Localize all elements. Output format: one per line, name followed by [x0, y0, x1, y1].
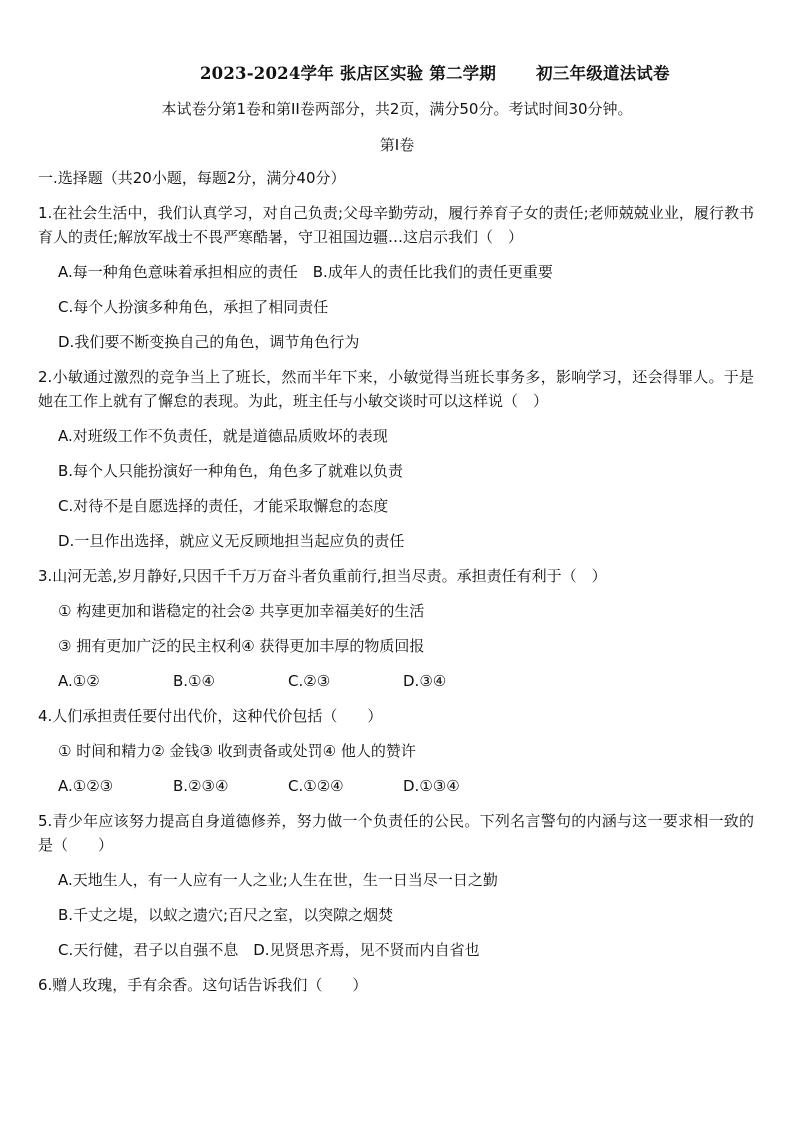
part-heading: 第I卷	[379, 136, 415, 154]
choice: B.②③④	[173, 777, 229, 795]
question-stem: 4.人们承担责任要付出代价，这种代价包括（ ）	[38, 707, 383, 725]
question-stem: 3.山河无恙,岁月静好,只因千千万万奋斗者负重前行,担当尽责。承担责任有利于（ ）	[38, 567, 607, 585]
choice-row	[38, 669, 754, 693]
choice: A.①②③	[58, 777, 114, 795]
choice: C.②③	[288, 672, 331, 690]
choice-row	[38, 774, 754, 798]
question-item: ③ 拥有更加广泛的民主权利④ 获得更加丰厚的物质回报	[58, 637, 425, 655]
question-item: ① 构建更加和谐稳定的社会② 共享更加幸福美好的生活	[58, 602, 425, 620]
exam-intro: 本试卷分第1卷和第II卷两部分，共2页，满分50分。考试时间30分钟。	[161, 100, 633, 118]
section-heading: 一.选择题（共20小题，每题2分，满分40分）	[38, 169, 346, 187]
question-option: A.每一种角色意味着承担相应的责任 B.成年人的责任比我们的责任更重要	[58, 263, 553, 281]
question-option: D.一旦作出选择，就应义无反顾地担当起应负的责任	[58, 532, 405, 550]
question-stem: 1.在社会生活中，我们认真学习，对自己负责;父母辛勤劳动，履行养育子女的责任;老师兢兢业业，履行教书育人的责任;解放军战士不畏严寒酷暑，守卫祖国边疆…这启示我们（ ）	[38, 204, 754, 246]
question-item: ① 时间和精力② 金钱③ 收到责备或处罚④ 他人的赞许	[58, 742, 416, 760]
choice: D.③④	[403, 672, 447, 690]
exam-title-main: 2023-2024学年 张店区实验 第二学期	[200, 64, 497, 83]
question-option: C.对待不是自愿选择的责任，才能采取懈怠的态度	[58, 497, 389, 515]
question-option: D.我们要不断变换自己的角色，调节角色行为	[58, 333, 360, 351]
question-option: B.每个人只能扮演好一种角色，角色多了就难以负责	[58, 462, 404, 480]
choice: B.①④	[173, 672, 215, 690]
question-stem: 2.小敏通过激烈的竞争当上了班长，然而半年下来，小敏觉得当班长事务多，影响学习，还会得罪人。于是她在工作上就有了懈怠的表现。为此，班主任与小敏交谈时可以这样说（ ）	[38, 368, 754, 410]
choice: D.①③④	[403, 777, 460, 795]
question-stem: 6.赠人玫瑰，手有余香。这句话告诉我们（ ）	[38, 976, 368, 994]
question-option: A.天地生人，有一人应有一人之业;人生在世，生一日当尽一日之勤	[58, 871, 498, 889]
choice: C.①②④	[288, 777, 344, 795]
question-list	[38, 166, 754, 1008]
question-option: C.每个人扮演多种角色，承担了相同责任	[58, 298, 329, 316]
exam-title-grade: 初三年级道法试卷	[536, 64, 670, 83]
question-option: C.天行健，君子以自强不息 D.见贤思齐焉，见不贤而内自省也	[58, 941, 480, 959]
exam-title	[200, 60, 760, 84]
choice: A.①②	[58, 672, 100, 690]
question-option: B.千丈之堤，以蚁之遗穴;百尺之室，以突隙之烟焚	[58, 906, 394, 924]
question-stem: 5.青少年应该努力提高自身道德修养，努力做一个负责任的公民。下列名言警句的内涵与这一要求相一致的是（ ）	[38, 812, 754, 854]
question-option: A.对班级工作不负责任，就是道德品质败坏的表现	[58, 427, 388, 445]
